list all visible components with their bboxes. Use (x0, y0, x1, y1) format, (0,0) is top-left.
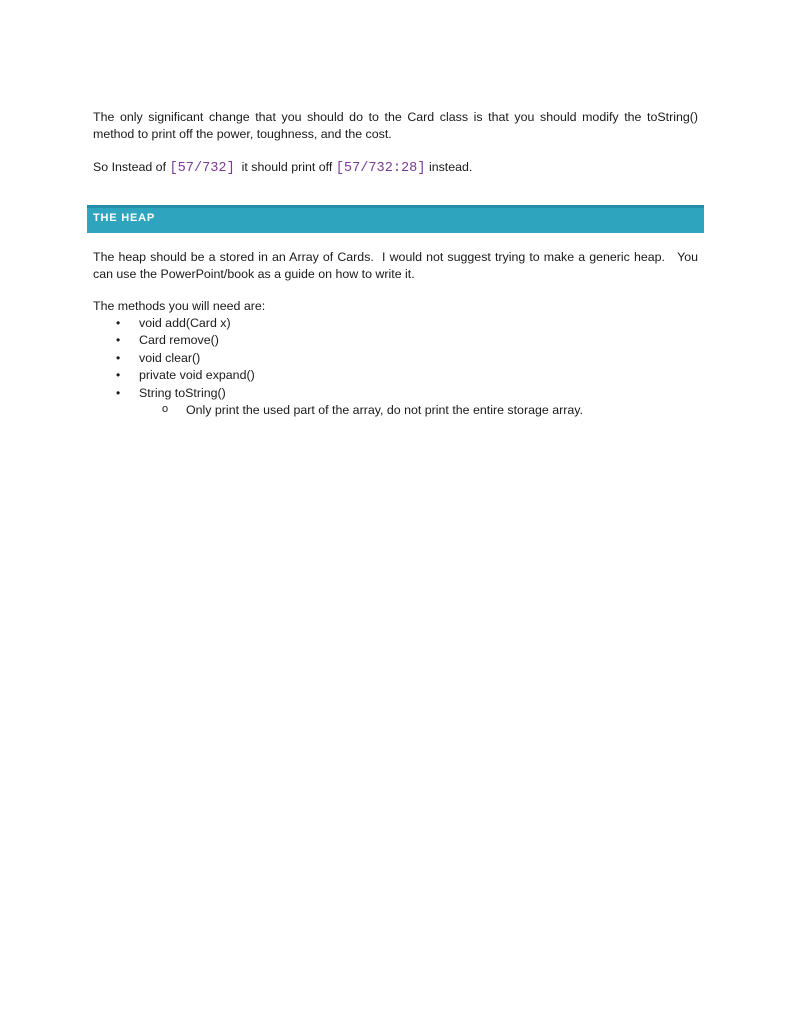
example-prefix: So Instead of (93, 160, 170, 174)
list-item (93, 385, 583, 420)
method-label: void add(Card x) (139, 316, 231, 330)
methods-list (93, 315, 583, 419)
circle-bullet-icon: o (162, 403, 169, 416)
example-old-format: [57/732] (169, 161, 235, 176)
tostring-sublist (139, 402, 583, 419)
bullet-icon: • (116, 385, 121, 400)
heap-paragraph: The heap should be a stored in an Array of Cards. I would not suggest trying to make a generic heap. You can use the PowerPoint/book as a guide on how to write it. (93, 250, 702, 281)
example-new-format: [57/732:28] (335, 161, 426, 176)
bullet-icon: • (116, 368, 121, 383)
method-label: private void expand() (139, 368, 255, 383)
method-label: String toString() (139, 385, 226, 400)
example-suffix: instead. (425, 160, 473, 174)
list-item (93, 350, 583, 367)
section-heading-bar (87, 205, 704, 233)
sub-list-item (139, 402, 583, 419)
bullet-icon: • (116, 316, 121, 330)
list-item (93, 332, 583, 349)
list-item (93, 315, 583, 332)
example-middle: it should print off (234, 160, 336, 174)
section-title: THE HEAP (93, 212, 156, 224)
bullet-icon: • (116, 350, 121, 365)
intro-paragraph: The only significant change that you should do to the Card class is that you should modify the toString() method to print off the power, toughness, and the cost. (93, 110, 698, 141)
method-label: void clear() (139, 350, 201, 365)
tostring-note: Only print the used part of the array, do not print the entire storage array. (186, 403, 583, 418)
bullet-icon: • (116, 333, 121, 348)
example-paragraph (93, 159, 698, 177)
methods-intro: The methods you will need are: (93, 299, 266, 313)
list-item (93, 367, 583, 384)
method-label: Card remove() (139, 333, 219, 348)
